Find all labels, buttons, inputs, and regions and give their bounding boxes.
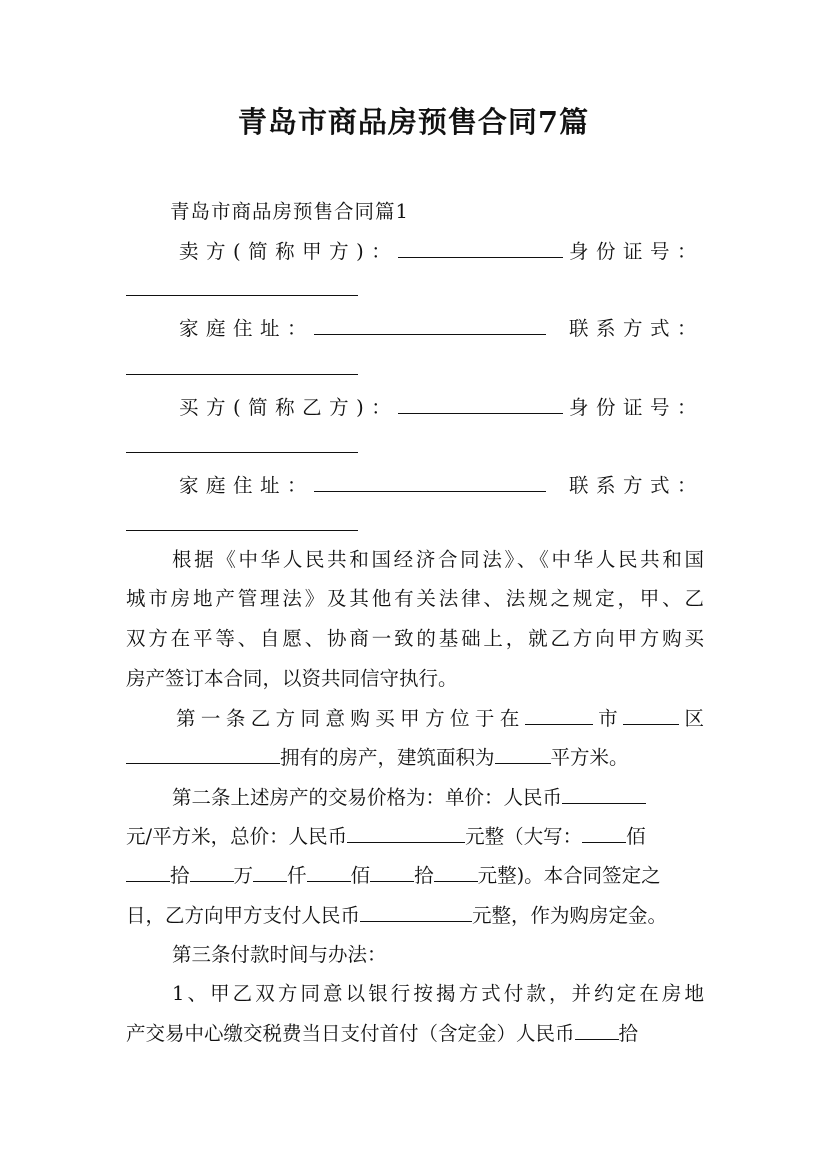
yuan-blank — [434, 862, 478, 882]
document-title: 青岛市商品房预售合同7篇 — [237, 105, 590, 139]
buyer-contact-blank — [126, 530, 358, 531]
article-1-text-d: 拥有的房产，建筑面积为 — [280, 746, 495, 769]
thousand-blank — [253, 862, 287, 882]
million-blank — [190, 862, 234, 882]
seller-contact-label: 联系方式： — [568, 317, 704, 340]
article-1-line-2 — [126, 744, 704, 772]
article-2-text-d: 佰 — [626, 825, 646, 848]
item-1-line-1: 1、甲乙双方同意以银行按揭方式付款，并约定在房地 — [172, 982, 704, 1005]
article-2-text-k: 日，乙方向甲方支付人民币 — [126, 904, 361, 927]
seller-line — [126, 238, 704, 266]
article-1-text-c: 区 — [679, 707, 704, 730]
seller-label: 卖方(简称甲方)： — [179, 240, 399, 263]
seller-address-blank — [314, 315, 546, 335]
article-2-text-i: 拾 — [414, 864, 434, 887]
buyer-address-blank — [314, 472, 546, 492]
item-1-text-c: 拾 — [618, 1022, 639, 1045]
buyer-contact-label: 联系方式： — [568, 474, 704, 497]
paragraph-line: 城市房地产管理法》及其他有关法律、法规之规定，甲、乙 — [126, 587, 704, 610]
seller-address-label: 家庭住址： — [179, 317, 315, 340]
area-blank — [495, 744, 551, 764]
article-2-text-f: 万 — [233, 864, 254, 887]
paragraph-line: 双方在平等、自愿、协商一致的基础上，就乙方向甲方购买 — [126, 627, 704, 650]
seller-id-blank — [126, 295, 358, 296]
item-1-text-b: 产交易中心缴交税费当日支付首付（含定金）人民币 — [126, 1022, 575, 1045]
hundred-million-blank — [582, 823, 626, 843]
buyer-line — [126, 394, 704, 422]
article-1-text-b: 市 — [592, 707, 624, 730]
article-2-text-h: 佰 — [350, 864, 371, 887]
ten-million-blank — [126, 862, 170, 882]
article-3-heading: 第三条付款时间与办法： — [172, 943, 387, 966]
buyer-address-label: 家庭住址： — [179, 474, 315, 497]
buyer-id-blank — [126, 452, 358, 453]
article-1-text-e: 平方米。 — [550, 746, 629, 769]
article-2-text-a: 第二条上述房产的交易价格为：单价：人民币 — [172, 786, 563, 809]
paragraph-line: 根据《中华人民共和国经济合同法》、《中华人民共和国 — [172, 548, 704, 571]
city-blank — [525, 705, 593, 725]
buyer-address-line — [126, 472, 704, 500]
item-1-line-2 — [126, 1020, 704, 1048]
buyer-label: 买方(简称乙方)： — [179, 396, 399, 419]
article-1-line-1 — [176, 705, 704, 733]
article-2-text-g: 仟 — [287, 864, 307, 887]
deposit-blank — [360, 902, 472, 922]
section-heading: 青岛市商品房预售合同篇1 — [170, 200, 409, 223]
unit-price-blank — [562, 784, 646, 804]
seller-address-line — [126, 315, 704, 343]
article-2-text-l: 元整，作为购房定金。 — [472, 904, 668, 927]
buyer-name-blank — [398, 394, 563, 414]
article-2-line-1 — [172, 784, 704, 812]
article-1-text-a: 第一条乙方同意购买甲方位于在 — [176, 707, 525, 730]
seller-contact-blank — [126, 374, 358, 375]
article-2-text-j: 元整)。本合同签定之 — [477, 864, 661, 887]
total-price-blank — [347, 823, 465, 843]
paragraph-line: 房产签订本合同，以资共同信守执行。 — [126, 667, 458, 690]
buyer-id-label: 身份证号： — [568, 396, 704, 419]
district-blank — [623, 705, 679, 725]
article-2-line-4 — [126, 902, 704, 930]
down-payment-blank — [575, 1020, 619, 1040]
seller-id-label: 身份证号： — [568, 240, 704, 263]
article-2-line-3 — [126, 862, 704, 890]
article-2-line-2 — [126, 823, 704, 851]
seller-name-blank — [398, 238, 563, 258]
article-2-text-b: 元/平方米，总价：人民币 — [126, 825, 348, 848]
article-2-text-c: 元整（大写： — [465, 825, 583, 848]
location-blank — [126, 744, 280, 764]
ten-blank — [370, 862, 414, 882]
article-2-text-e: 拾 — [170, 864, 190, 887]
hundred-blank — [307, 862, 351, 882]
